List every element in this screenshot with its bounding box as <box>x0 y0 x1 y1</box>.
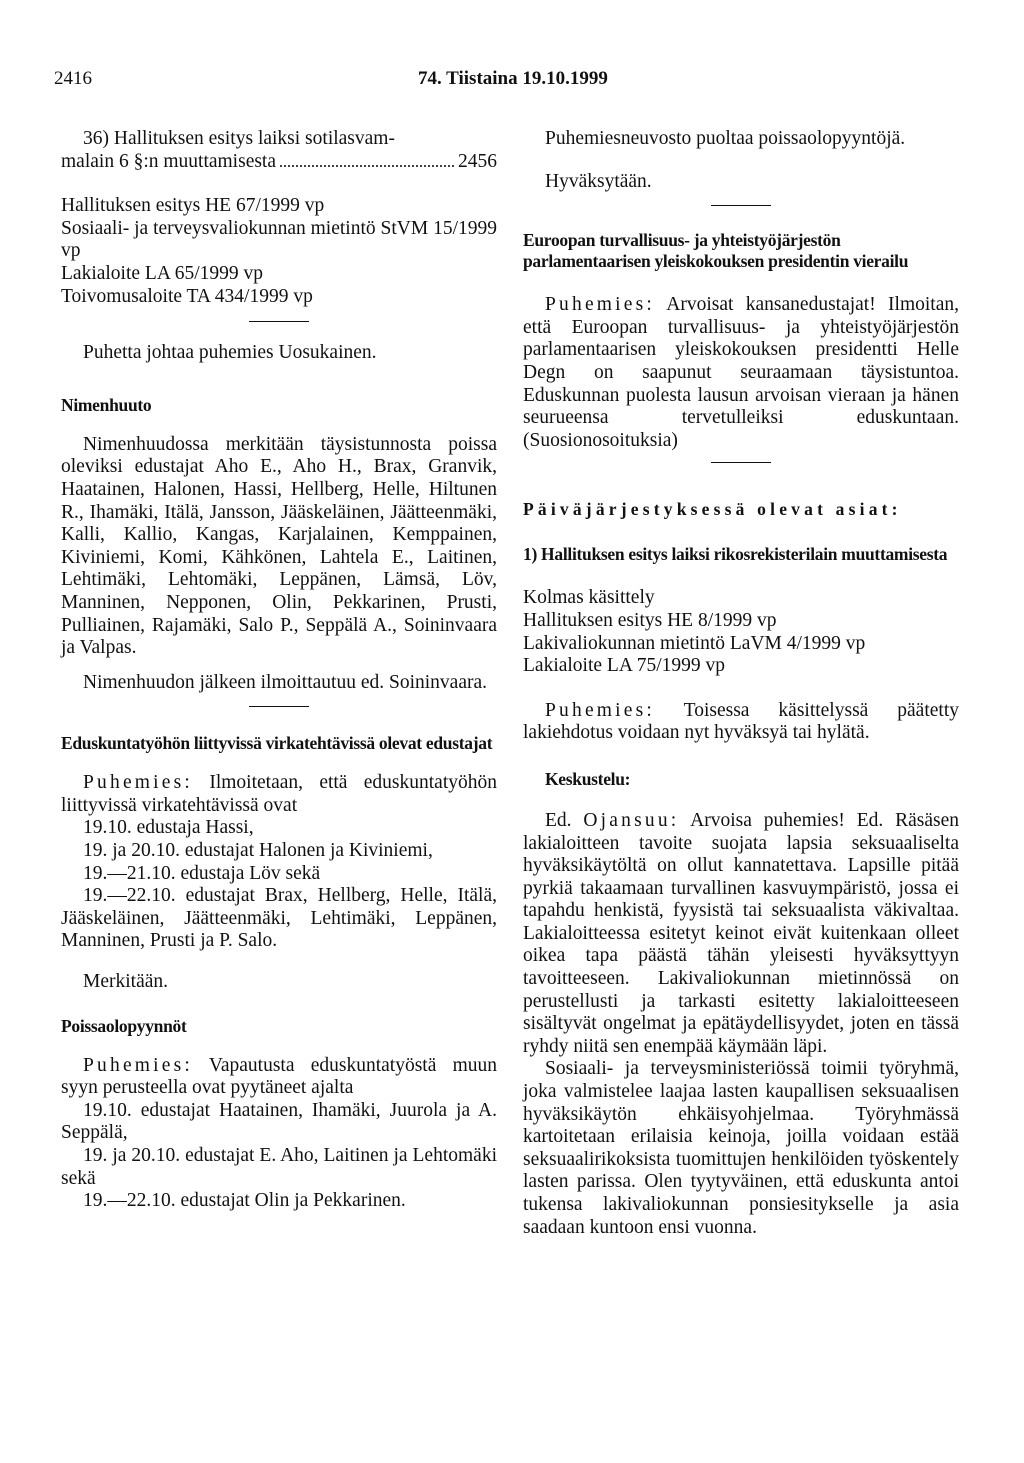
speaker-label: Puhemies: <box>545 294 656 316</box>
absences-entry-1: 19.10. edustajat Haatainen, Ihamäki, Juurola ja A. Seppälä, <box>61 1099 497 1144</box>
official-duties-line-3: 19.—21.10. edustaja Löv sekä <box>83 862 321 884</box>
osce-text: Arvoisat kansanedustajat! Ilmoitan, että Euroopan turvallisuus- ja yhteistyöjärjestön parlamentaarisen yleiskokouksen presidentti Helle Degn on saapunut seuraamaan täysistuntoa. Eduskunnan puolesta lausun arvoisan vieraan ja hänen seurueensa tervetulleiksi eduskuntaan. (Suosionosoituksia) <box>523 294 959 451</box>
left-column <box>61 128 497 1213</box>
speaker-label: Puhemies: <box>83 1054 194 1076</box>
speaker-label: Puhemies: <box>545 699 656 721</box>
rollcall-after: Nimenhuudon jälkeen ilmoittautuu ed. Soininvaara. <box>83 671 487 693</box>
official-duties-last: 19.—22.10. edustajat Brax, Hellberg, Helle, Itälä, Jääskeläinen, Jäätteenmäki, Lehtimäki, Leppänen, Manninen, Prusti ja P. Salo. <box>61 885 497 952</box>
item1-statement-para <box>523 700 959 745</box>
osce-para <box>523 294 959 452</box>
item36-page-ref: 2456 <box>458 150 497 172</box>
rollcall-text: Nimenhuudossa merkitään täysistunnosta poissa oleviksi edustajat Aho E., Aho H., Brax, Granvik, Haatainen, Halonen, Hassi, Hellberg, Helle, Hiltunen R., Ihamäki, Itälä, Jansson, Jääskeläinen, Jäätteenmäki, Kalli, Kallio, Kangas, Karjalainen, Kemppainen, Kiviniemi, Komi, Kähkönen, Lahtela E., Laitinen, Lehtimäki, Lehtomäki, Leppänen, Lämsä, Löv, Manninen, Nepponen, Olin, Pekkarinen, Prusti, Pulliainen, Rajamäki, Salo P., Seppälä A., Soininvaara ja Valpas. <box>61 433 497 659</box>
council-text: Puhemiesneuvosto puoltaa poissaolopyyntöjä. <box>545 128 906 149</box>
item1-doc-3: Lakivaliokunnan mietintö LaVM 4/1999 vp <box>523 632 866 654</box>
official-duties-line-1: 19.10. edustaja Hassi, <box>83 817 254 839</box>
rollcall-heading: Nimenhuuto <box>61 394 152 415</box>
official-duties-intro: Ilmoitetaan, että eduskuntatyöhön liittyvissä virkatehtävissä ovat <box>61 772 497 816</box>
discussion-text-1: Arvoisa puhemies! Ed. Räsäsen lakialoitteen tavoite suojata lapsia seksuaaliselta hyväksikäytöltä on ollut kannatettava. Lapsille pitää pyrkiä takaamaan turvallinen kasvuympäristö, jossa ei tapahdu henkistä, fyysistä tai seksuaalista väkivaltaa. Lakialoitteessa esitetyt keinot eivät kuitenkaan olleet oikea tapa päästä tähän yleisesti hyväksyttyyn tavoitteeseen. Lakivaliokunnan mietinnössä on perustellusti ja tarkasti esitetty lakialoitteeseen sisältyvät ongelmat ja epätäydellisyydet, joten en tässä ryhdy niitä sen enempää käymään läpi. <box>523 809 959 1057</box>
speaker-name: Ojansuu: <box>583 809 680 831</box>
speaker-prefix: Ed. <box>545 809 572 831</box>
item1-title: 1) Hallituksen esitys laiksi rikosrekisterilain muuttamisesta <box>523 544 948 565</box>
approved-text: Hyväksytään. <box>545 170 652 192</box>
item36-doc-3: Lakialoite LA 65/1999 vp <box>61 262 264 284</box>
item1-doc-2: Hallituksen esitys HE 8/1999 vp <box>523 609 777 631</box>
osce-heading: Euroopan turvallisuus- ja yhteistyöjärjestön parlamentaarisen yleiskokouksen presidentin vierailu <box>523 230 909 272</box>
absences-heading: Poissaolopyynnöt <box>61 1015 187 1036</box>
item36-doc-1: Hallituksen esitys HE 67/1999 vp <box>61 195 325 217</box>
official-duties-heading: Eduskuntatyöhön liittyvissä virkatehtävissä olevat edustajat <box>61 733 493 754</box>
absences-intro-para <box>61 1055 497 1100</box>
item36-title-line1: 36) Hallituksen esitys laiksi sotilasvam- <box>83 128 395 149</box>
official-duties-decision: Merkitään. <box>83 971 169 993</box>
discussion-para-1 <box>523 810 959 1059</box>
page-number: 2416 <box>54 68 92 89</box>
discussion-para-2: Sosiaali- ja terveysministeriössä toimii työryhmä, joka valmistelee laajaa lasten kaupallisen seksuaalisen hyväksikäytön ehkäisyohjelmaa. Työryhmässä kartoitetaan erilaisia keinoja, joilla voidaan estää seksuaalirikoksista tuomittujen henkilöiden työskentely lasten parissa. Olen tyytyväinen, että eduskunta antoi tukensa lakivaliokunnan ponsiesitykselle ja asia saadaan kuntoon ensi vuonna. <box>523 1058 959 1238</box>
speaker-label: Puhemies: <box>83 772 194 794</box>
absences-entry-3: 19.—22.10. edustajat Olin ja Pekkarinen. <box>83 1190 406 1212</box>
agenda-heading: Päiväjärjestyksessä olevat asiat: <box>523 499 902 520</box>
item36-title-line2: malain 6 §:n muuttamisesta <box>61 150 277 172</box>
item1-statement: Toisessa käsittelyssä päätetty lakiehdotus voidaan nyt hyväksyä tai hylätä. <box>523 699 959 744</box>
item36-doc-2: Sosiaali- ja terveysvaliokunnan mietintö StVM 15/1999 vp <box>61 217 497 262</box>
discussion-heading: Keskustelu: <box>545 768 631 789</box>
official-duties-line-2: 19. ja 20.10. edustajat Halonen ja Kiviniemi, <box>83 840 433 862</box>
leader-dots <box>280 165 454 167</box>
item36-title-row <box>61 151 497 174</box>
chair-text: Puhetta johtaa puhemies Uosukainen. <box>83 342 377 364</box>
item36-doc-4: Toivomusaloite TA 434/1999 vp <box>61 285 313 307</box>
item1-doc-4: Lakialoite LA 75/1999 vp <box>523 655 726 677</box>
absences-intro: Vapautusta eduskuntatyöstä muun syyn perusteella ovat pyytäneet ajalta <box>61 1054 497 1099</box>
right-column <box>523 128 959 1239</box>
official-duties-intro-para <box>61 772 497 817</box>
session-date: 74. Tiistaina 19.10.1999 <box>418 68 608 89</box>
item1-doc-1: Kolmas käsittely <box>523 587 655 609</box>
absences-entry-2: 19. ja 20.10. edustajat E. Aho, Laitinen ja Lehtomäki sekä <box>61 1145 497 1189</box>
